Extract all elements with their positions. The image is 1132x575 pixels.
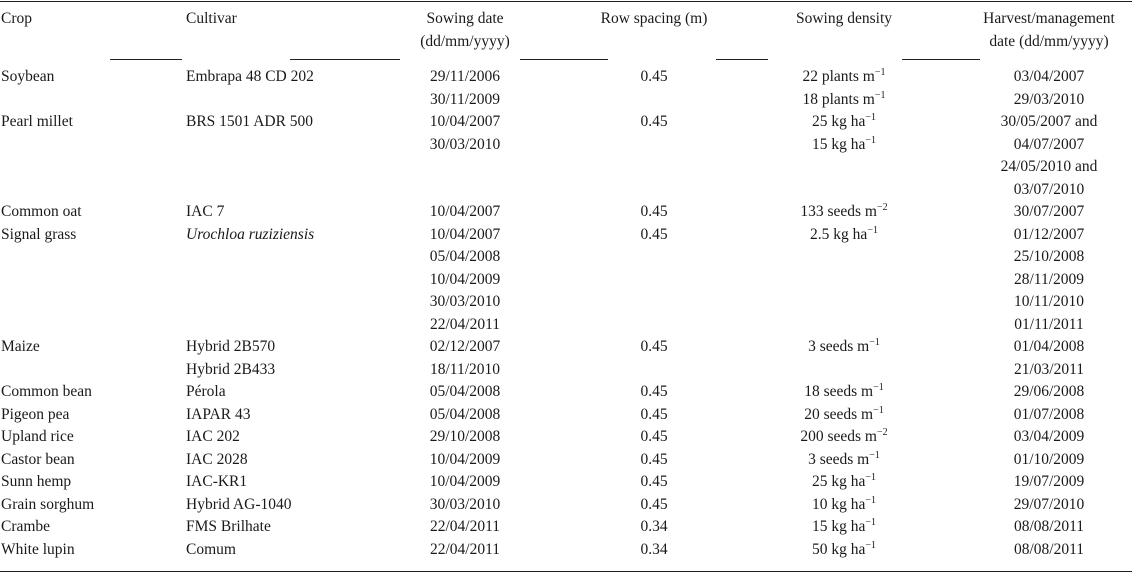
cell-sowing-date-line: 22/04/2011 [429,315,501,333]
header-harvest-line1: Harvest/management [983,10,1115,27]
cell-row-spacing: 0.45 [640,225,668,243]
cell-crop: Soybean [1,68,55,85]
cell-sowing-date-line: 05/04/2008 [429,405,501,423]
cell-crop: Pigeon pea [1,405,70,423]
density-exponent: −1 [865,134,877,146]
cell-cultivar [186,111,313,134]
cell-row-spacing: 0.45 [640,203,668,220]
density-number-unit: 200 seeds m [800,428,877,445]
header-sowing-density: Sowing density [795,10,893,27]
cell-harvest-date [966,66,1132,111]
density-value [760,471,928,494]
cell-harvest-date-line: 01/11/2011 [1014,315,1084,333]
cell-harvest-date-line: 30/07/2007 [1013,203,1085,220]
cell-sowing-date-line: 10/04/2009 [429,450,501,468]
cell-harvest-date-line: 29/06/2008 [1013,383,1085,400]
cell-cultivar-line: Hybrid 2B433 [186,360,276,378]
header-crop: Crop [1,10,32,27]
cell-cultivar-line: IAPAR 43 [186,405,251,423]
cell-harvest-date-line: 25/10/2008 [1013,248,1085,265]
density-value [760,516,928,539]
density-exponent: −1 [867,224,878,236]
cell-crop: Castor bean [1,450,75,468]
cell-harvest-date-line: 03/04/2007 [1013,68,1085,85]
density-value [760,201,928,224]
density-number-unit: 2.5 kg ha [810,225,868,243]
cell-cultivar [186,449,248,472]
cell-sowing-density [760,66,928,111]
cell-harvest-date [966,404,1132,427]
cell-sowing-date-line: 05/04/2008 [429,383,501,400]
cell-sowing-date-line: 22/04/2011 [429,540,501,558]
cell-sowing-density [760,516,928,539]
cell-cultivar-line: Urochloa ruziziensis [186,225,315,243]
cell-row-spacing: 0.45 [640,450,668,468]
cell-cultivar [186,494,291,517]
cell-row-spacing: 0.45 [640,495,668,513]
cell-sowing-date-line: 29/10/2008 [429,428,501,445]
density-number-unit: 15 kg ha [811,135,866,153]
cell-sowing-density [760,404,928,427]
cell-crop: Pearl millet [1,113,73,130]
cell-harvest-date [966,426,1132,449]
density-value [760,539,928,562]
cell-harvest-date-line: 01/10/2009 [1013,450,1085,468]
density-exponent: −2 [877,202,888,213]
cell-cultivar [186,426,240,449]
cell-harvest-date-line: 03/04/2009 [1013,428,1085,445]
cell-sowing-date [385,336,545,381]
cell-sowing-density [760,471,928,494]
density-number-unit: 10 kg ha [811,495,866,513]
density-exponent: −1 [869,449,880,461]
cell-crop: Upland rice [1,428,74,445]
cell-sowing-date-line: 30/11/2009 [429,90,501,108]
density-exponent: −1 [873,404,884,416]
cell-harvest-date [966,494,1132,517]
density-number-unit: 3 seeds m [808,450,870,468]
cell-row-spacing: 0.45 [640,338,668,355]
cell-harvest-date-line: 04/07/2007 [1013,135,1085,153]
cell-cultivar [186,516,271,539]
cell-crop: Signal grass [1,225,77,243]
cell-sowing-date [385,516,545,539]
cell-crop: Common oat [1,203,82,220]
density-value [760,449,928,472]
cell-sowing-date [385,494,545,517]
cell-harvest-date-line: 24/05/2010 and [1000,158,1098,175]
cell-sowing-date-line: 30/03/2010 [429,293,501,310]
cell-sowing-density [760,449,928,472]
cell-sowing-density [760,111,928,156]
cell-sowing-date-line: 10/04/2009 [429,473,501,490]
cell-sowing-date-line: 22/04/2011 [429,518,501,535]
cell-harvest-date-line: 08/08/2011 [1013,518,1085,535]
cell-crop: Grain sorghum [1,495,95,513]
cell-row-spacing: 0.45 [640,383,668,400]
cell-row-spacing: 0.34 [640,518,668,535]
cell-sowing-date [385,404,545,427]
cell-sowing-date [385,471,545,494]
cell-cultivar-line: IAC 202 [186,428,240,445]
density-number-unit: 20 seeds m [804,405,874,423]
cell-sowing-density [760,381,928,404]
cell-crop: Common bean [1,383,92,400]
cell-crop: Crambe [1,518,51,535]
cell-cultivar [186,381,226,404]
cell-sowing-density [760,336,928,359]
header-row-spacing: Row spacing (m) [600,10,708,27]
cell-cultivar-line: IAC 2028 [186,450,248,468]
cell-cultivar [186,404,250,427]
cell-cultivar-line: FMS Brilhate [186,518,271,535]
cell-row-spacing: 0.45 [640,473,668,490]
cell-harvest-date-line: 21/03/2011 [1013,360,1085,378]
cell-row-spacing: 0.45 [640,113,668,130]
header-rule-segment [520,59,608,60]
cell-harvest-date [966,201,1132,224]
cell-cultivar [186,539,236,562]
cell-sowing-date-line: 30/03/2010 [429,135,501,153]
cell-harvest-date-line: 28/11/2009 [1013,270,1085,288]
cell-cultivar-line: Hybrid AG-1040 [186,495,292,513]
cell-cultivar-line: Pérola [186,383,226,400]
density-exponent: −1 [865,472,877,483]
cell-sowing-date-line: 05/04/2008 [429,248,501,265]
density-exponent: −1 [874,67,886,78]
header-harvest-date [966,8,1132,53]
cell-cultivar-line: Embrapa 48 CD 202 [186,68,314,85]
header-harvest-line2: date (dd/mm/yyyy) [989,32,1109,50]
cell-sowing-density [760,494,928,517]
cell-sowing-date-line: 10/04/2007 [429,113,501,130]
cell-harvest-date [966,336,1132,381]
cell-sowing-density [760,201,928,224]
density-value [760,224,928,247]
cell-sowing-date-line: 10/04/2009 [429,270,501,288]
cell-row-spacing: 0.34 [640,540,668,558]
cell-cultivar-line: Comum [186,540,236,558]
cell-sowing-date [385,224,545,337]
header-rule-segment [902,59,980,60]
cell-harvest-date-line: 19/07/2009 [1013,473,1085,490]
cell-sowing-date-line: 18/11/2010 [429,360,501,378]
density-exponent: −1 [865,494,877,506]
density-value [760,111,928,134]
cell-sowing-date [385,111,545,156]
density-value [760,134,928,157]
cell-sowing-date-line: 30/03/2010 [429,495,501,513]
cell-harvest-date-line: 08/08/2011 [1013,540,1085,558]
cell-cultivar [186,201,224,224]
cell-sowing-date [385,381,545,404]
density-number-unit: 50 kg ha [811,540,866,558]
density-number-unit: 25 kg ha [811,113,866,130]
density-value [760,494,928,517]
cell-cultivar-line: Hybrid 2B570 [186,338,276,355]
cell-harvest-date [966,516,1132,539]
cell-harvest-date-line: 29/03/2010 [1013,90,1085,108]
cell-sowing-density [760,539,928,562]
cell-harvest-date [966,111,1132,201]
cell-sowing-date-line: 10/04/2007 [429,203,501,220]
density-exponent: −1 [865,517,877,528]
cell-harvest-date-line: 29/07/2010 [1013,495,1085,513]
cell-cultivar-line: IAC-KR1 [186,473,248,490]
cell-cultivar [186,336,275,381]
density-number-unit: 15 kg ha [811,518,866,535]
cell-harvest-date-line: 01/07/2008 [1013,405,1085,423]
density-number-unit: 22 plants m [802,68,875,85]
header-sowing-date-line2: (dd/mm/yyyy) [420,32,510,50]
cell-harvest-date [966,224,1132,337]
cell-sowing-date-line: 29/11/2006 [429,68,501,85]
density-number-unit: 18 seeds m [804,383,874,400]
cell-harvest-date [966,539,1132,562]
density-exponent: −2 [877,427,888,438]
density-exponent: −1 [873,382,884,393]
cell-sowing-date [385,201,545,224]
cell-sowing-date-line: 02/12/2007 [429,338,501,355]
header-sowing-date [385,8,545,53]
cell-sowing-density [760,224,928,247]
table-top-rule [0,1,1132,2]
cell-harvest-date [966,449,1132,472]
cell-harvest-date-line: 30/05/2007 and [1000,113,1098,130]
cell-sowing-date [385,66,545,111]
cell-sowing-date-line: 10/04/2007 [429,225,501,243]
density-value [760,89,928,112]
table-bottom-rule [0,571,1132,572]
cell-sowing-density [760,426,928,449]
cell-sowing-date [385,449,545,472]
density-exponent: −1 [874,89,886,101]
header-sowing-date-line1: Sowing date [426,10,504,27]
cell-row-spacing: 0.45 [640,405,668,423]
cell-harvest-date [966,381,1132,404]
density-value [760,426,928,449]
cell-harvest-date-line: 01/04/2008 [1013,338,1085,355]
header-cultivar: Cultivar [186,10,237,27]
cell-harvest-date [966,471,1132,494]
density-exponent: −1 [865,112,877,123]
cell-cultivar-line: BRS 1501 ADR 500 [186,113,314,130]
density-number-unit: 25 kg ha [811,473,866,490]
cell-cultivar [186,471,247,494]
cell-row-spacing: 0.45 [640,428,668,445]
cell-crop: Maize [1,338,40,355]
density-exponent: −1 [865,539,877,551]
cell-row-spacing: 0.45 [640,68,668,85]
cell-harvest-date-line: 10/11/2010 [1013,293,1085,310]
cell-cultivar [186,224,314,247]
cell-crop: Sunn hemp [1,473,72,490]
header-rule-segment [290,59,400,60]
density-number-unit: 133 seeds m [800,203,877,220]
header-rule-segment [716,59,768,60]
cell-cultivar [186,66,314,89]
cell-sowing-date [385,426,545,449]
cell-sowing-date [385,539,545,562]
cell-harvest-date-line: 01/12/2007 [1013,225,1085,243]
cell-crop: White lupin [1,540,75,558]
density-number-unit: 18 plants m [802,90,875,108]
cell-harvest-date-line: 03/07/2010 [1013,180,1085,198]
header-rule-segment [110,59,182,60]
density-value [760,66,928,89]
density-value [760,336,928,359]
density-exponent: −1 [869,337,880,348]
cell-cultivar-line: IAC 7 [186,203,225,220]
density-value [760,404,928,427]
density-value [760,381,928,404]
density-number-unit: 3 seeds m [808,338,870,355]
